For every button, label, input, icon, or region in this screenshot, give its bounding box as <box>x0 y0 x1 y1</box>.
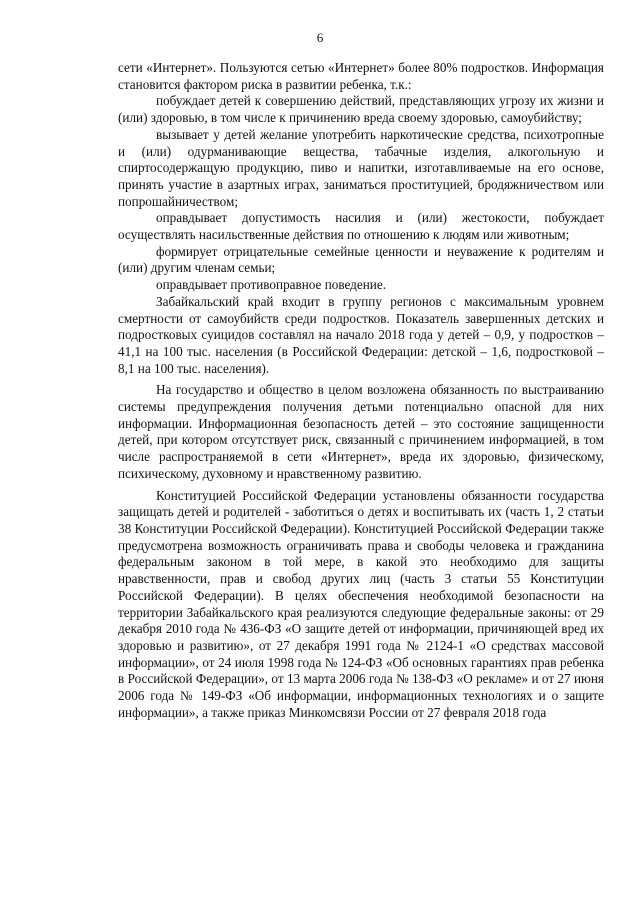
paragraph-intro-continuation: сети «Интернет». Пользуются сетью «Интернет» более 80% подростков. Информация становится фактором риска в развитии ребенка, т.к.: <box>118 60 604 92</box>
paragraph-information-security: На государство и общество в целом возложена обязанность по выстраиванию системы предупреждения получения детьми потенциально опасной для них информации. Информационная безопасность детей – это состояние защищенности детей, при котором отсутствует риск, связанный с причинением информацией, в том числе распространяемой в сети «Интернет», вреда их здоровью, физическому, психическому, духовному и нравственному развитию. <box>118 382 604 481</box>
list-item-risk-violence: оправдывает допустимость насилия и (или) жестокости, побуждает осуществлять насильственные действия по отношению к людям или животным; <box>118 210 604 243</box>
document-body <box>118 60 604 721</box>
list-item-risk-substances: вызывает у детей желание употребить наркотические средства, психотропные и (или) одурманивающие вещества, табачные изделия, алкогольную и спиртосодержащую продукцию, пиво и напитки, изготавливаемые на его основе, принять участие в азартных играх, заниматься проституцией, бродяжничеством или попрошайничеством; <box>118 126 604 209</box>
list-item-risk-unlawful: оправдывает противоправное поведение. <box>156 277 387 293</box>
paragraph-zabaykalsky-statistics: Забайкальский край входит в группу регионов с максимальным уровнем смертности от самоубийств среди подростков. Показатель завершенных детских и подростковых суицидов составлял на начало 2018 года у детей – 0,9, у подростков – 41,1 на 100 тыс. населения (в Российской Федерации: детской – 1,6, подростковой – 8,1 на 100 тыс. населения). <box>118 293 604 376</box>
paragraph-constitution-laws: Конституцией Российской Федерации установлены обязанности государства защищать детей и родителей - заботиться о детях и воспитывать их (часть 1, 2 статьи 38 Конституции Российской Федерации). Конституцией Российской Федерации также предусмотрена возможность ограничивать права и свободы человека и гражданина федеральным законом в той мере, в какой это необходимо для защиты нравственности, прав и свобод других лиц (часть 3 статьи 55 Конституции Российской Федерации). В целях обеспечения необходимой безопасности на территории Забайкальского края реализуются следующие федеральные законы: от 29 декабря 2010 года № 436-ФЗ «О защите детей от информации, причиняющей вред их здоровью и развитию», от 27 декабря 1991 года № 2124-1 «О средствах массовой информации», от 24 июля 1998 года № 124-ФЗ «Об основных гарантиях прав ребенка в Российской Федерации», от 13 марта 2006 года № 138-ФЗ «О рекламе» и от 27 июня 2006 года № 149-ФЗ «Об информации, информационных технологиях и о защите информации», а также приказ Минкомсвязи России от 27 февраля 2018 года <box>118 487 604 720</box>
page-number: 6 <box>316 30 324 45</box>
list-item-risk-harm: побуждает детей к совершению действий, представляющих угрозу их жизни и (или) здоровью, в том числе к причинению вреда своему здоровью, самоубийству; <box>118 93 604 126</box>
list-item-risk-family-values: формирует отрицательные семейные ценности и неуважение к родителям и (или) другим членам семьи; <box>118 243 604 276</box>
